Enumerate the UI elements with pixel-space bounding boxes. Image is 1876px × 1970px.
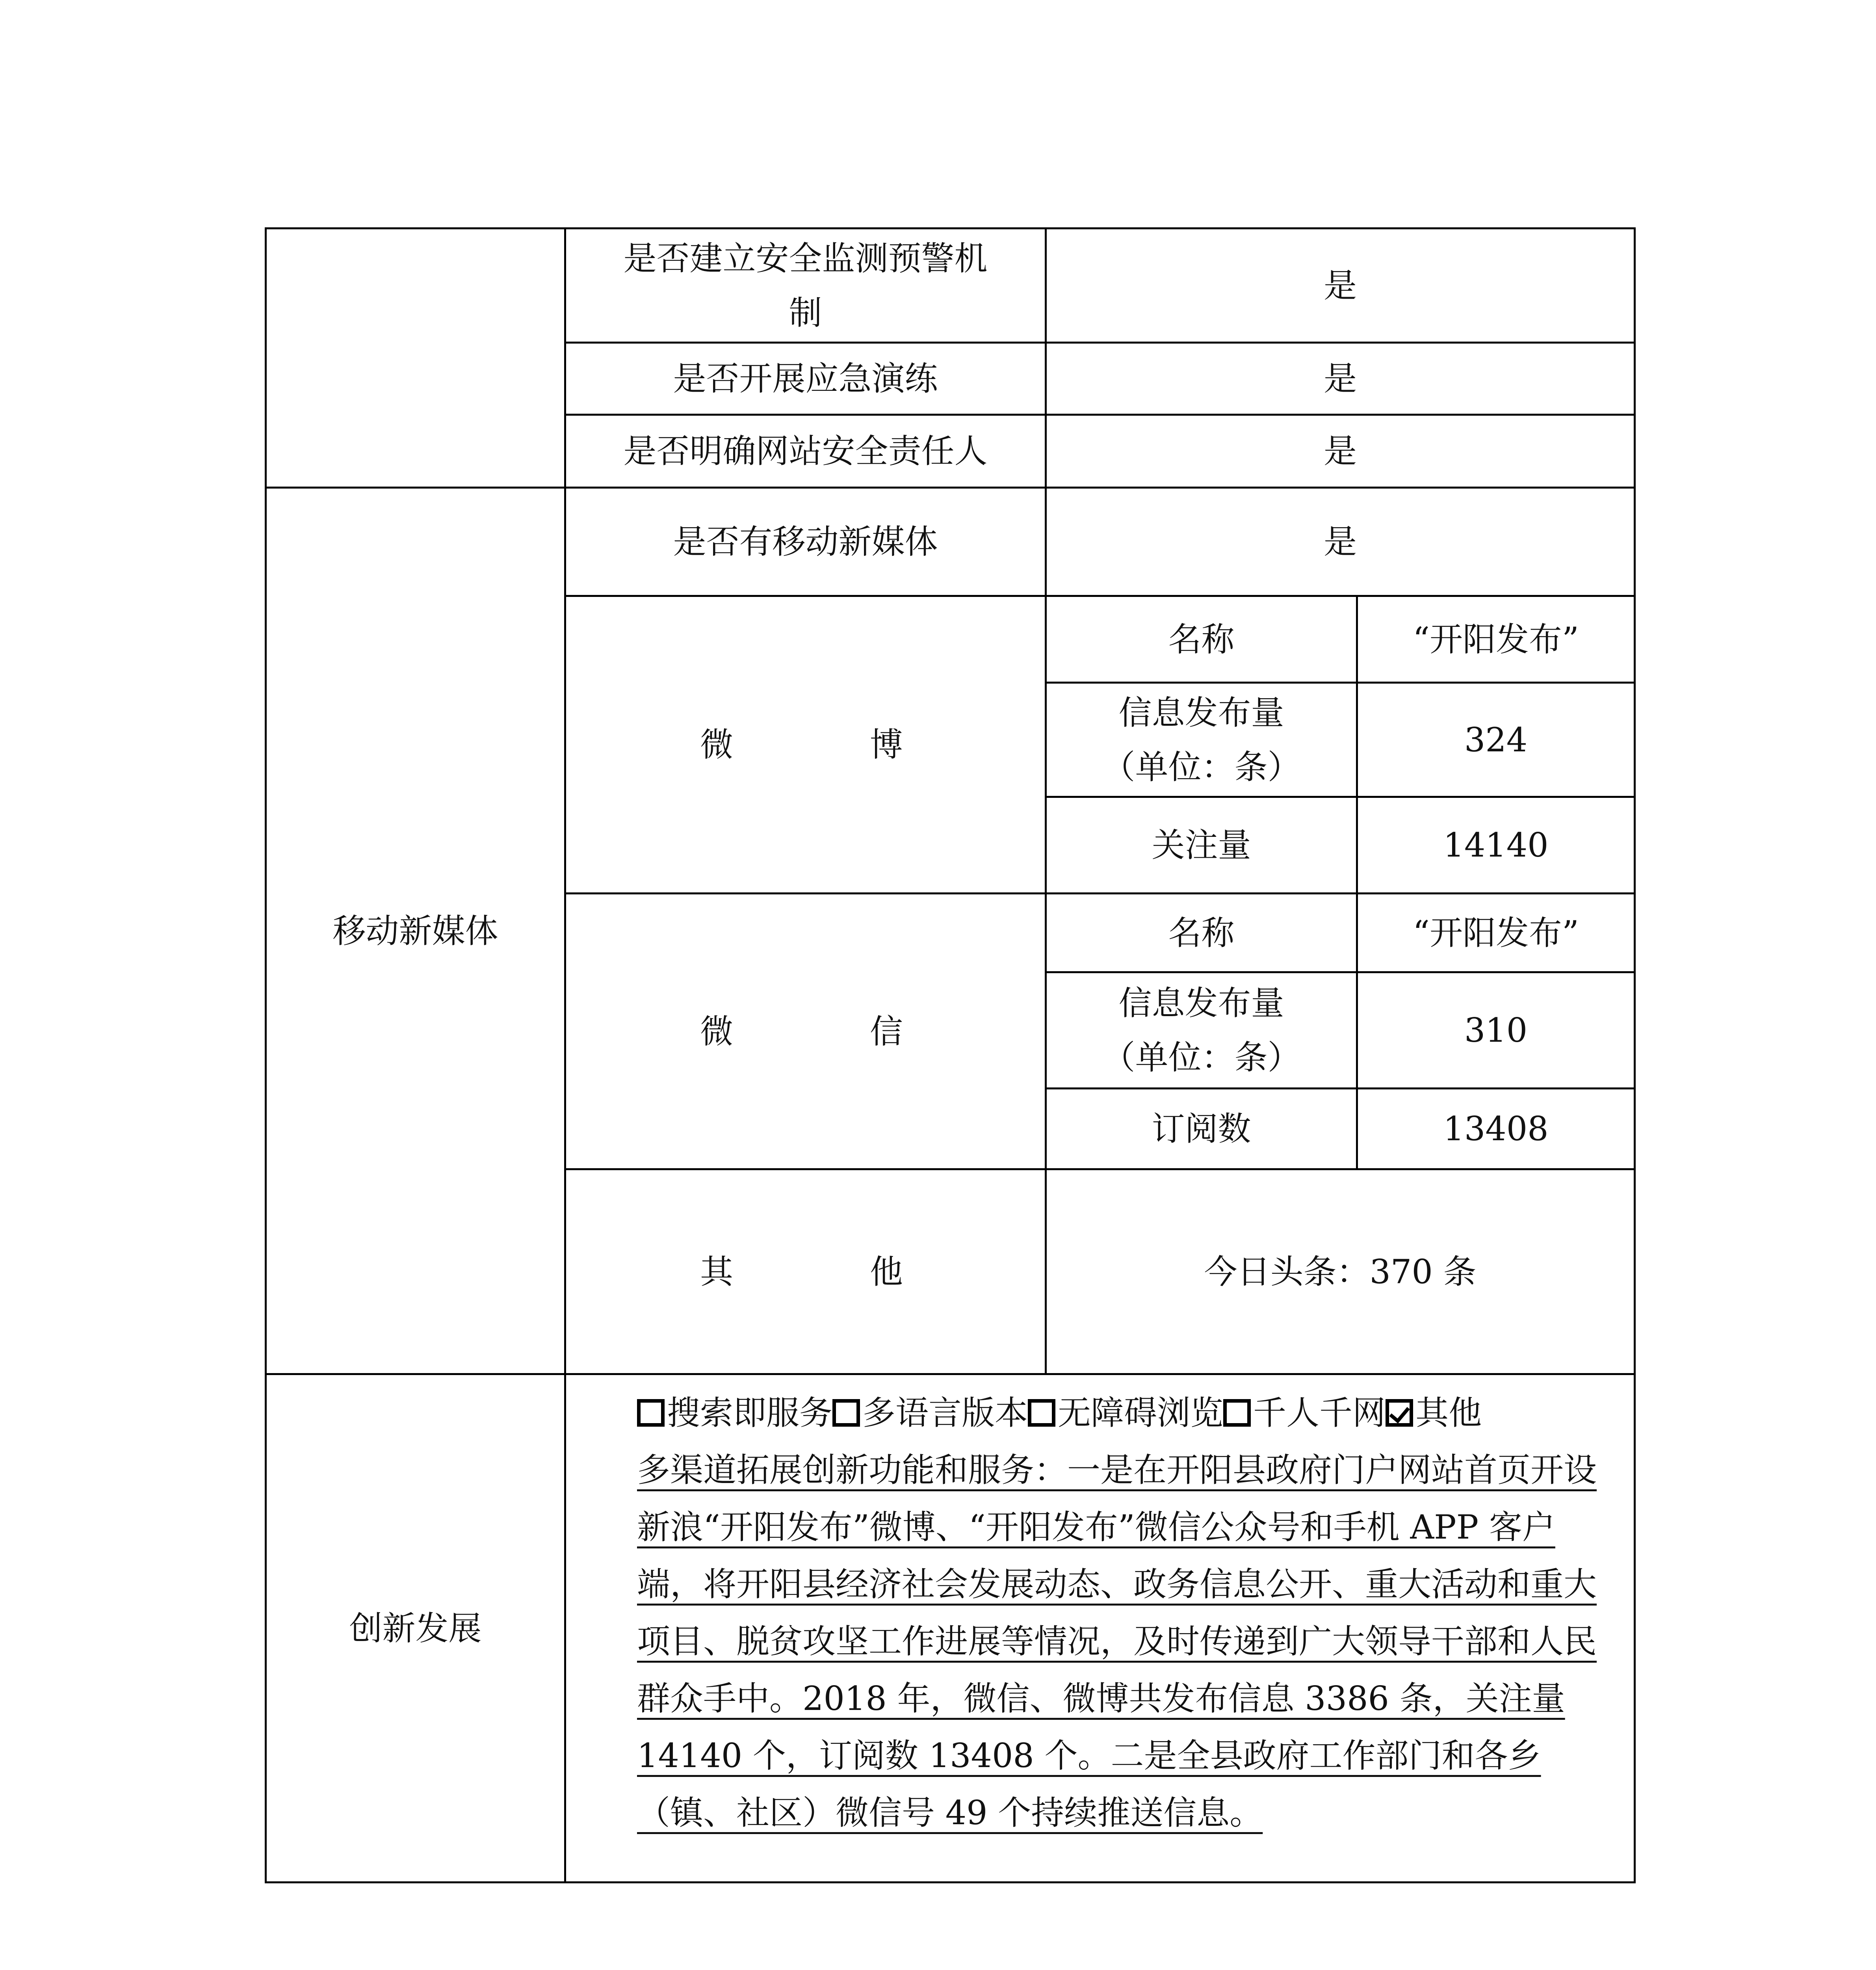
- other-media-value: 今日头条：370 条: [1046, 1169, 1635, 1374]
- option-accessibility[interactable]: 无障碍浏览: [1028, 1394, 1223, 1432]
- option-personalized[interactable]: 千人千网: [1223, 1394, 1386, 1432]
- innovation-label: 创新发展: [266, 1374, 565, 1883]
- weibo-name-label: 名称: [1046, 596, 1357, 683]
- wechat-subs-label: 订阅数: [1046, 1089, 1357, 1169]
- responsible-label: 是否明确网站安全责任人: [565, 415, 1046, 488]
- option-multilingual[interactable]: 多语言版本: [832, 1394, 1028, 1432]
- has-media-label: 是否有移动新媒体: [565, 488, 1046, 596]
- weibo-name-value: “开阳发布”: [1357, 596, 1635, 683]
- weibo-posts-value: 324: [1357, 683, 1635, 797]
- innovation-description: 多渠道拓展创新功能和服务：一是在开阳县政府门户网站首页开设新浪“开阳发布”微博、“开阳发布”微信公众号和手机 APP 客户端，将开阳县经济社会发展动态、政务信息公开、重大活动和重大项目、脱贫攻坚工作进展等情况，及时传递到广大领导干部和人民群众手中。2018 年，微信、微博共发布信息 3386 条，关注量 14140 个，订阅数 13408 个。二是全县政府工作部门和各乡（镇、社区）微信号 49 个持续推送信息。: [637, 1451, 1597, 1832]
- checkbox-icon[interactable]: [1223, 1399, 1251, 1427]
- mobile-section-label: 移动新媒体: [266, 488, 565, 1374]
- monitoring-value: 是: [1046, 229, 1635, 343]
- checkbox-icon[interactable]: [637, 1399, 665, 1427]
- drill-label: 是否开展应急演练: [565, 343, 1046, 415]
- option-other[interactable]: 其他: [1386, 1394, 1482, 1432]
- weibo-posts-label: 信息发布量（单位：条）: [1046, 683, 1357, 797]
- checkbox-icon[interactable]: [832, 1399, 860, 1427]
- security-section-cell: [266, 229, 565, 488]
- other-media-label: 其 他: [565, 1169, 1046, 1374]
- has-media-value: 是: [1046, 488, 1635, 596]
- wechat-posts-label: 信息发布量（单位：条）: [1046, 972, 1357, 1089]
- checkbox-checked-icon[interactable]: [1386, 1399, 1413, 1427]
- responsible-value: 是: [1046, 415, 1635, 488]
- weibo-followers-label: 关注量: [1046, 797, 1357, 894]
- weibo-followers-value: 14140: [1357, 797, 1635, 894]
- drill-value: 是: [1046, 343, 1635, 415]
- wechat-subs-value: 13408: [1357, 1089, 1635, 1169]
- innovation-options: [637, 1385, 1618, 1442]
- wechat-name-value: “开阳发布”: [1357, 894, 1635, 972]
- weibo-label: 微 博: [565, 596, 1046, 894]
- monitoring-label: 是否建立安全监测预警机制: [565, 229, 1046, 343]
- report-table: [265, 227, 1636, 1883]
- wechat-label: 微 信: [565, 894, 1046, 1169]
- wechat-posts-value: 310: [1357, 972, 1635, 1089]
- option-search-service[interactable]: 搜索即服务: [637, 1394, 832, 1432]
- checkbox-icon[interactable]: [1028, 1399, 1055, 1427]
- innovation-cell: [565, 1374, 1635, 1883]
- wechat-name-label: 名称: [1046, 894, 1357, 972]
